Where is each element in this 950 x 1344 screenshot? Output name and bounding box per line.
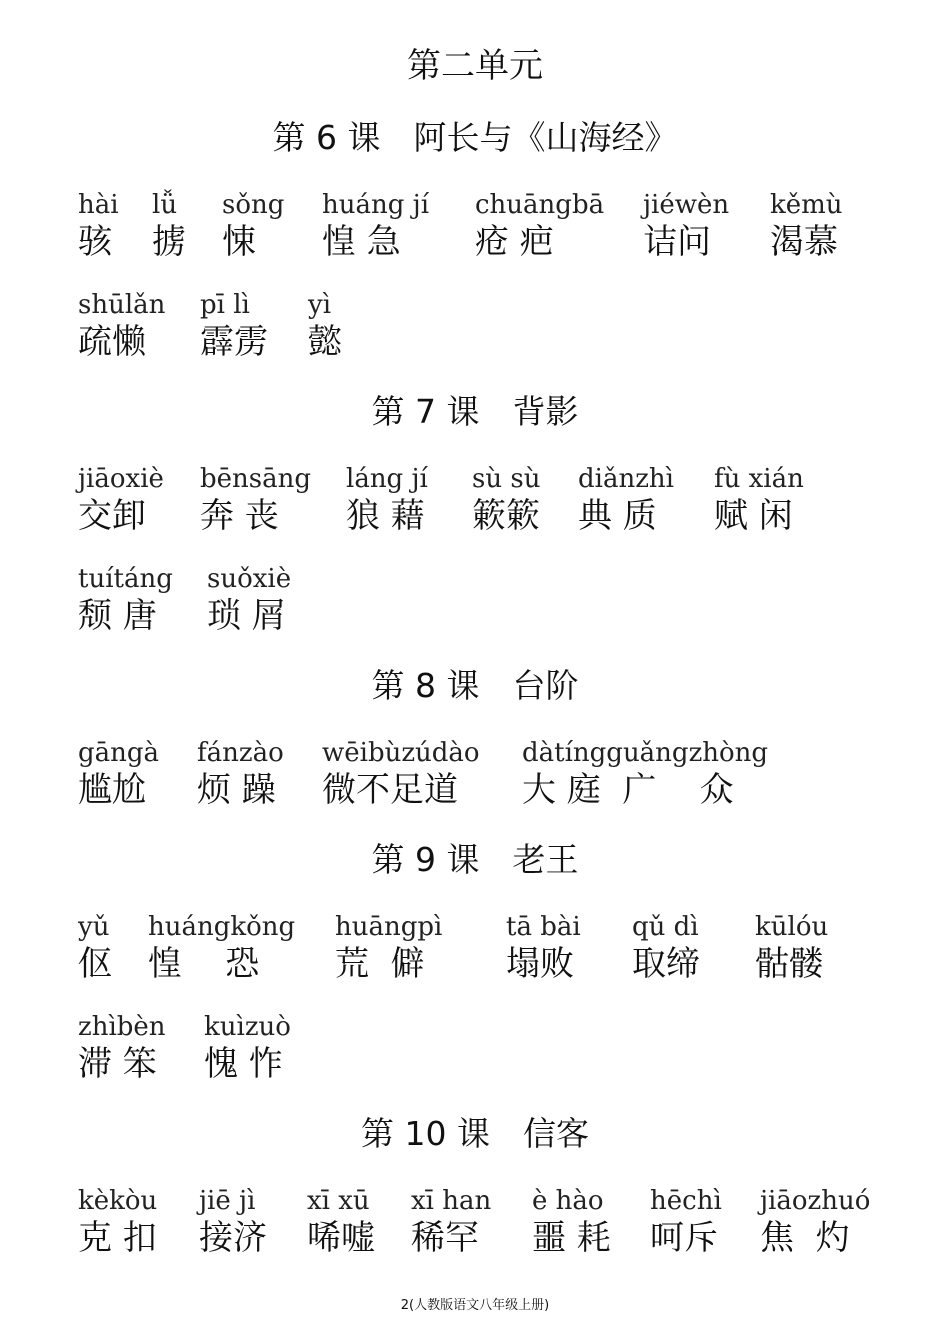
vocab-row xyxy=(0,1186,950,1276)
vocab-item xyxy=(714,464,804,536)
vocab-item xyxy=(78,1012,166,1084)
hanzi: 尴尬 xyxy=(78,770,146,810)
hanzi: 稀罕 xyxy=(411,1218,479,1258)
pinyin: yǔ xyxy=(78,912,110,942)
vocab-item xyxy=(578,464,674,536)
vocab-row xyxy=(0,290,950,380)
pinyin: dàtíngguǎngzhòng xyxy=(522,738,769,768)
pinyin: xī han xyxy=(411,1186,492,1216)
vocab-item xyxy=(755,912,828,984)
hanzi: 大 庭 广 众 xyxy=(522,770,734,810)
hanzi: 骷髅 xyxy=(755,944,823,984)
pinyin: fù xián xyxy=(714,464,804,494)
vocab-row xyxy=(0,464,950,554)
hanzi: 疏懒 xyxy=(78,322,146,362)
pinyin: huáng jí xyxy=(322,190,430,220)
pinyin: sù sù xyxy=(472,464,541,494)
pinyin: lǚ xyxy=(152,190,178,220)
vocab-item xyxy=(78,564,173,636)
vocab-item xyxy=(200,464,311,536)
pinyin: diǎnzhì xyxy=(578,464,674,494)
hanzi: 簌簌 xyxy=(472,496,540,536)
vocab-row xyxy=(0,1012,950,1102)
vocab-item xyxy=(308,290,342,362)
pinyin: wēibùzúdào xyxy=(322,738,480,768)
hanzi: 懿 xyxy=(308,322,342,362)
vocab-row xyxy=(0,190,950,280)
pinyin: kuìzuò xyxy=(204,1012,291,1042)
pinyin: yì xyxy=(308,290,332,320)
hanzi: 狼 藉 xyxy=(346,496,425,536)
hanzi: 掳 xyxy=(152,222,186,262)
vocab-item xyxy=(78,190,119,262)
hanzi: 愧 怍 xyxy=(204,1044,283,1084)
vocab-item xyxy=(643,190,729,262)
hanzi: 赋 闲 xyxy=(714,496,793,536)
hanzi: 颓 唐 xyxy=(78,596,157,636)
hanzi: 悚 xyxy=(222,222,256,262)
hanzi: 交卸 xyxy=(78,496,146,536)
vocab-item xyxy=(222,190,284,262)
hanzi: 霹雳 xyxy=(200,322,268,362)
hanzi: 骇 xyxy=(78,222,112,262)
vocab-item xyxy=(78,290,165,362)
hanzi: 呵斥 xyxy=(650,1218,718,1258)
pinyin: kěmù xyxy=(770,190,843,220)
hanzi: 惶 急 xyxy=(322,222,401,262)
pinyin: gāngà xyxy=(78,738,160,768)
pinyin: jiāozhuó xyxy=(760,1186,871,1216)
vocab-item xyxy=(322,190,429,262)
pinyin: pī lì xyxy=(200,290,250,320)
hanzi: 唏嘘 xyxy=(307,1218,375,1258)
vocab-row xyxy=(0,738,950,828)
pinyin: suǒxiè xyxy=(207,564,292,594)
vocab-item xyxy=(207,564,291,636)
pinyin: shūlǎn xyxy=(78,290,166,320)
pinyin: kūlóu xyxy=(755,912,829,942)
vocab-item xyxy=(322,738,480,810)
hanzi: 奔 丧 xyxy=(200,496,279,536)
pinyin: bēnsāng xyxy=(200,464,312,494)
hanzi: 疮 疤 xyxy=(475,222,554,262)
vocab-item xyxy=(532,1186,611,1258)
pinyin: huāngpì xyxy=(335,912,443,942)
hanzi: 取缔 xyxy=(632,944,700,984)
vocab-item xyxy=(335,912,442,984)
vocab-item xyxy=(78,912,112,984)
lesson-title-6: 第 6 课 阿长与《山海经》 xyxy=(272,118,678,157)
vocab-item xyxy=(770,190,843,262)
pinyin: jiē jì xyxy=(199,1186,256,1216)
pinyin: láng jí xyxy=(346,464,428,494)
lesson-title-10: 第 10 课 信客 xyxy=(361,1114,589,1153)
hanzi: 惶 恐 xyxy=(148,944,260,984)
unit-title: 第二单元 xyxy=(407,46,543,86)
lesson-title-7: 第 7 课 背影 xyxy=(371,392,579,431)
hanzi: 荒 僻 xyxy=(335,944,425,984)
vocab-item xyxy=(78,1186,157,1258)
vocab-item xyxy=(650,1186,722,1258)
vocab-item xyxy=(152,190,186,262)
vocab-item xyxy=(204,1012,291,1084)
vocab-item xyxy=(632,912,700,984)
hanzi: 噩 耗 xyxy=(532,1218,611,1258)
pinyin: qǔ dì xyxy=(632,912,699,942)
hanzi: 接济 xyxy=(199,1218,267,1258)
vocab-item xyxy=(472,464,540,536)
pinyin: jiāoxiè xyxy=(78,464,164,494)
pinyin: kèkòu xyxy=(78,1186,158,1216)
hanzi: 塌败 xyxy=(506,944,574,984)
hanzi: 典 质 xyxy=(578,496,657,536)
pinyin: jiéwèn xyxy=(643,190,730,220)
page-footer: 2(人教版语文八年级上册) xyxy=(400,1298,550,1313)
vocab-item xyxy=(200,290,268,362)
hanzi: 烦 躁 xyxy=(197,770,276,810)
vocab-row xyxy=(0,912,950,1002)
vocab-item xyxy=(197,738,284,810)
pinyin: zhìbèn xyxy=(78,1012,166,1042)
hanzi: 克 扣 xyxy=(78,1218,157,1258)
pinyin: hài xyxy=(78,190,119,220)
pinyin: sǒng xyxy=(222,190,285,220)
hanzi: 琐 屑 xyxy=(207,596,286,636)
pinyin: huángkǒng xyxy=(148,912,296,942)
pinyin: fánzào xyxy=(197,738,284,768)
hanzi: 微不足道 xyxy=(322,770,458,810)
pinyin: xī xū xyxy=(307,1186,370,1216)
lesson-title-8: 第 8 课 台阶 xyxy=(371,666,579,705)
vocab-item xyxy=(522,738,768,810)
vocab-item xyxy=(506,912,581,984)
vocab-item xyxy=(475,190,604,262)
hanzi: 诘问 xyxy=(643,222,711,262)
hanzi: 滞 笨 xyxy=(78,1044,157,1084)
vocab-item xyxy=(307,1186,375,1258)
hanzi: 焦 灼 xyxy=(760,1218,850,1258)
vocab-item xyxy=(346,464,428,536)
hanzi: 渴慕 xyxy=(770,222,838,262)
vocab-item xyxy=(78,738,159,810)
pinyin: è hào xyxy=(532,1186,604,1216)
vocab-row xyxy=(0,564,950,654)
vocab-item xyxy=(78,464,164,536)
hanzi: 伛 xyxy=(78,944,112,984)
pinyin: hēchì xyxy=(650,1186,722,1216)
vocab-item xyxy=(199,1186,267,1258)
vocab-item xyxy=(148,912,295,984)
pinyin: tā bài xyxy=(506,912,581,942)
lesson-title-9: 第 9 课 老王 xyxy=(371,840,579,879)
pinyin: tuítáng xyxy=(78,564,173,594)
vocab-item xyxy=(411,1186,491,1258)
vocab-item xyxy=(760,1186,870,1258)
pinyin: chuāngbā xyxy=(475,190,605,220)
